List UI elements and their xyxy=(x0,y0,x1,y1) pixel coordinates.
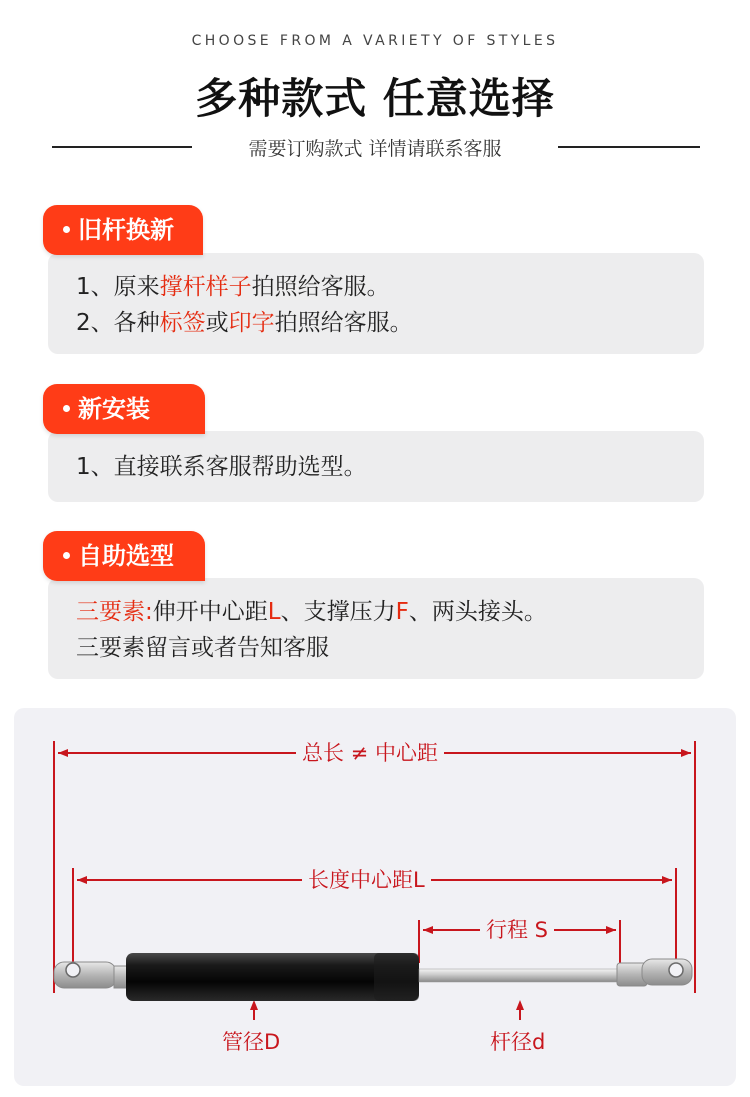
highlight-text: 标签 xyxy=(159,310,206,336)
text-segment: 拍照给客服。 xyxy=(274,310,413,336)
section-card-replace xyxy=(48,253,704,354)
bullet-dot-icon xyxy=(63,552,70,559)
order-note: 需要订购款式 详情请联系客服 xyxy=(248,138,502,160)
piston-rod xyxy=(419,969,619,982)
text-segment: 拍照给客服。 xyxy=(251,274,390,300)
tube-diameter-label: 管径D xyxy=(216,1028,286,1056)
subtitle-english: CHOOSE FROM A VARIETY OF STYLES xyxy=(191,33,559,49)
card-line xyxy=(76,594,704,630)
bullet-dot-icon xyxy=(63,226,70,233)
page-title: 多种款式 任意选择 xyxy=(195,74,555,123)
text-segment: 1、原来 xyxy=(76,274,160,300)
text-segment: 2、各种 xyxy=(76,310,160,336)
text-segment: 、支撑压力 xyxy=(280,599,396,625)
section-tag-label: 旧杆换新 xyxy=(78,216,174,244)
card-line xyxy=(76,630,704,666)
text-segment: 1、直接联系客服帮助选型。 xyxy=(76,454,367,480)
left-eyelet xyxy=(54,962,128,988)
highlight-text: L xyxy=(267,599,281,625)
card-line xyxy=(76,269,704,305)
stroke-label: 行程 S xyxy=(480,916,554,944)
bullet-dot-icon xyxy=(63,405,70,412)
section-tag-label: 自助选型 xyxy=(78,542,174,570)
center-distance-label: 长度中心距L xyxy=(302,866,431,894)
highlight-text: 三要素: xyxy=(76,599,153,625)
card-line xyxy=(76,449,704,485)
right-eyelet xyxy=(617,959,692,986)
card-line xyxy=(76,305,704,341)
highlight-text: 撑杆样子 xyxy=(159,274,252,300)
text-segment: 伸开中心距 xyxy=(152,599,268,625)
section-tag-new-install xyxy=(43,384,205,434)
gas-spring-diagram xyxy=(14,708,736,1086)
text-segment: 、两头接头。 xyxy=(408,599,547,625)
highlight-text: F xyxy=(395,599,409,625)
text-segment: 或 xyxy=(205,310,229,336)
section-card-self-select xyxy=(48,578,704,679)
total-length-label: 总长 ≠ 中心距 xyxy=(296,739,444,767)
section-tag-label: 新安装 xyxy=(78,395,150,423)
section-tag-self-select xyxy=(43,531,205,581)
highlight-text: 印字 xyxy=(228,310,275,336)
section-card-new-install xyxy=(48,431,704,502)
rod-diameter-label: 杆径d xyxy=(484,1028,551,1056)
section-tag-replace xyxy=(43,205,203,255)
text-segment: 三要素留言或者告知客服 xyxy=(76,635,329,661)
